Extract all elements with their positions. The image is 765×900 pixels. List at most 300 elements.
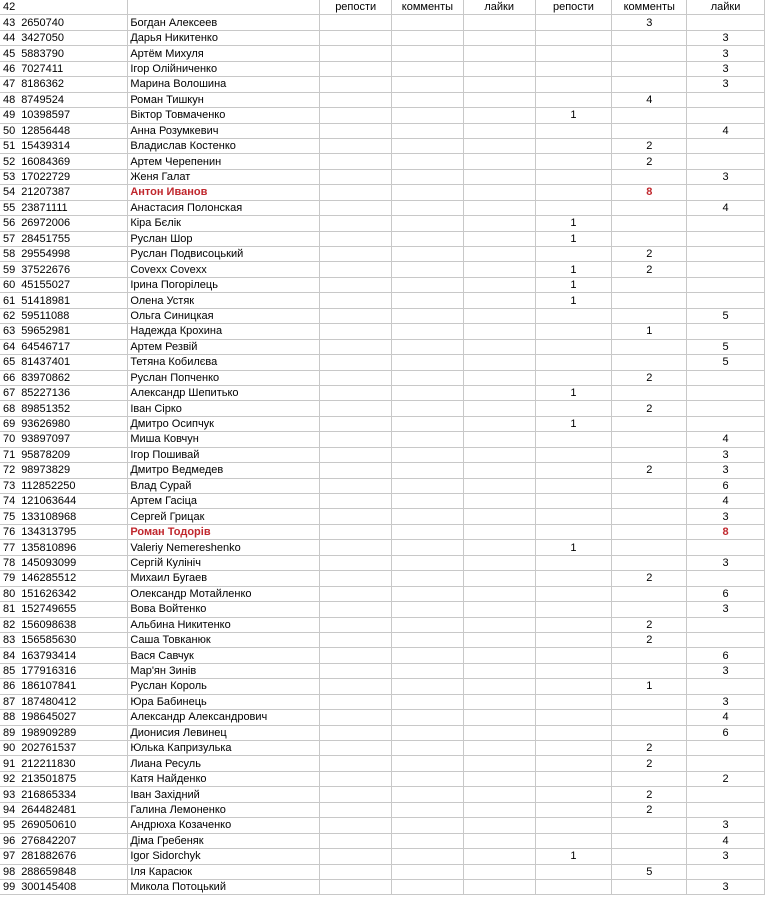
likes-2-cell[interactable] [687, 138, 765, 153]
id-cell[interactable]: 156585630 [19, 632, 128, 647]
comments-2-cell[interactable] [612, 123, 687, 138]
name-cell[interactable]: Igor Sidorchyk [128, 849, 320, 864]
name-cell[interactable]: Руслан Подвисоцький [128, 247, 320, 262]
likes-2-cell[interactable] [687, 741, 765, 756]
name-cell[interactable]: Руслан Попченко [128, 370, 320, 385]
comments-1-cell[interactable] [392, 46, 464, 61]
likes-2-cell[interactable]: 3 [687, 818, 765, 833]
likes-1-cell[interactable] [463, 787, 535, 802]
name-cell[interactable]: Valeriy Nemereshenko [128, 540, 320, 555]
likes-2-cell[interactable]: 2 [687, 771, 765, 786]
likes-1-cell[interactable] [463, 108, 535, 123]
likes-2-cell[interactable] [687, 864, 765, 879]
comments-1-cell[interactable] [392, 447, 464, 462]
comments-2-cell[interactable] [612, 77, 687, 92]
reposts-2-cell[interactable] [535, 401, 612, 416]
reposts-1-cell[interactable] [320, 200, 392, 215]
likes-2-cell[interactable]: 4 [687, 494, 765, 509]
likes-1-cell[interactable] [463, 46, 535, 61]
likes-2-cell[interactable]: 3 [687, 61, 765, 76]
id-cell[interactable]: 64546717 [19, 339, 128, 354]
id-cell[interactable]: 51418981 [19, 293, 128, 308]
name-cell[interactable]: Надежда Крохина [128, 324, 320, 339]
likes-2-cell[interactable] [687, 216, 765, 231]
likes-2-cell[interactable] [687, 277, 765, 292]
id-cell[interactable]: 212211830 [19, 756, 128, 771]
row-number-cell[interactable]: 75 [0, 509, 19, 524]
reposts-2-cell[interactable]: 1 [535, 540, 612, 555]
comments-1-cell[interactable] [392, 355, 464, 370]
reposts-1-cell[interactable] [320, 216, 392, 231]
name-cell[interactable]: Юра Бабинець [128, 694, 320, 709]
comments-1-cell[interactable] [392, 833, 464, 848]
id-cell[interactable]: 3427050 [19, 30, 128, 45]
row-number-cell[interactable]: 56 [0, 216, 19, 231]
likes-1-cell[interactable] [463, 231, 535, 246]
comments-1-cell[interactable] [392, 632, 464, 647]
comments-1-cell[interactable] [392, 123, 464, 138]
header-comments-2[interactable]: комменты [612, 0, 687, 15]
id-cell[interactable]: 135810896 [19, 540, 128, 555]
comments-2-cell[interactable]: 2 [612, 617, 687, 632]
likes-2-cell[interactable] [687, 802, 765, 817]
comments-1-cell[interactable] [392, 602, 464, 617]
id-cell[interactable]: 146285512 [19, 571, 128, 586]
comments-1-cell[interactable] [392, 370, 464, 385]
comments-1-cell[interactable] [392, 108, 464, 123]
likes-1-cell[interactable] [463, 262, 535, 277]
reposts-1-cell[interactable] [320, 802, 392, 817]
row-number-cell[interactable]: 74 [0, 494, 19, 509]
reposts-1-cell[interactable] [320, 833, 392, 848]
reposts-2-cell[interactable] [535, 663, 612, 678]
comments-1-cell[interactable] [392, 540, 464, 555]
comments-1-cell[interactable] [392, 77, 464, 92]
comments-1-cell[interactable] [392, 663, 464, 678]
name-cell[interactable]: Лиана Ресуль [128, 756, 320, 771]
reposts-1-cell[interactable] [320, 463, 392, 478]
comments-1-cell[interactable] [392, 185, 464, 200]
reposts-2-cell[interactable] [535, 324, 612, 339]
name-cell[interactable]: Анна Розумкевич [128, 123, 320, 138]
id-cell[interactable]: 156098638 [19, 617, 128, 632]
likes-1-cell[interactable] [463, 277, 535, 292]
likes-1-cell[interactable] [463, 864, 535, 879]
likes-1-cell[interactable] [463, 92, 535, 107]
id-cell[interactable]: 300145408 [19, 879, 128, 894]
reposts-2-cell[interactable] [535, 432, 612, 447]
reposts-2-cell[interactable] [535, 833, 612, 848]
reposts-1-cell[interactable] [320, 741, 392, 756]
likes-1-cell[interactable] [463, 741, 535, 756]
reposts-2-cell[interactable] [535, 138, 612, 153]
name-cell[interactable]: Іван Західний [128, 787, 320, 802]
row-number-cell[interactable]: 55 [0, 200, 19, 215]
likes-1-cell[interactable] [463, 401, 535, 416]
id-cell[interactable]: 85227136 [19, 385, 128, 400]
reposts-1-cell[interactable] [320, 61, 392, 76]
row-number-cell[interactable]: 76 [0, 524, 19, 539]
comments-2-cell[interactable]: 2 [612, 247, 687, 262]
row-number-cell[interactable]: 90 [0, 741, 19, 756]
row-number-cell[interactable]: 42 [0, 0, 19, 15]
likes-2-cell[interactable]: 6 [687, 648, 765, 663]
likes-1-cell[interactable] [463, 355, 535, 370]
reposts-2-cell[interactable] [535, 679, 612, 694]
id-cell[interactable]: 177916316 [19, 663, 128, 678]
likes-1-cell[interactable] [463, 138, 535, 153]
likes-2-cell[interactable]: 3 [687, 879, 765, 894]
id-cell[interactable]: 59652981 [19, 324, 128, 339]
reposts-2-cell[interactable] [535, 355, 612, 370]
likes-1-cell[interactable] [463, 216, 535, 231]
likes-1-cell[interactable] [463, 679, 535, 694]
id-cell[interactable]: 112852250 [19, 478, 128, 493]
row-number-cell[interactable]: 43 [0, 15, 19, 30]
likes-1-cell[interactable] [463, 77, 535, 92]
id-cell[interactable]: 12856448 [19, 123, 128, 138]
reposts-2-cell[interactable] [535, 46, 612, 61]
reposts-2-cell[interactable] [535, 725, 612, 740]
comments-1-cell[interactable] [392, 571, 464, 586]
id-cell[interactable]: 81437401 [19, 355, 128, 370]
comments-1-cell[interactable] [392, 262, 464, 277]
reposts-2-cell[interactable]: 1 [535, 293, 612, 308]
likes-1-cell[interactable] [463, 802, 535, 817]
likes-1-cell[interactable] [463, 385, 535, 400]
reposts-2-cell[interactable]: 1 [535, 231, 612, 246]
comments-2-cell[interactable] [612, 200, 687, 215]
name-cell[interactable]: Вася Савчук [128, 648, 320, 663]
name-cell[interactable]: Ірина Погорілець [128, 277, 320, 292]
id-cell[interactable]: 59511088 [19, 308, 128, 323]
id-cell[interactable]: 16084369 [19, 154, 128, 169]
row-number-cell[interactable]: 58 [0, 247, 19, 262]
id-cell[interactable]: 186107841 [19, 679, 128, 694]
likes-1-cell[interactable] [463, 710, 535, 725]
likes-1-cell[interactable] [463, 818, 535, 833]
comments-2-cell[interactable] [612, 555, 687, 570]
likes-1-cell[interactable] [463, 154, 535, 169]
likes-1-cell[interactable] [463, 602, 535, 617]
row-number-cell[interactable]: 61 [0, 293, 19, 308]
reposts-1-cell[interactable] [320, 401, 392, 416]
name-cell[interactable]: Артем Черепенин [128, 154, 320, 169]
likes-2-cell[interactable]: 5 [687, 308, 765, 323]
row-number-cell[interactable]: 53 [0, 169, 19, 184]
comments-2-cell[interactable]: 2 [612, 571, 687, 586]
reposts-2-cell[interactable]: 1 [535, 216, 612, 231]
likes-1-cell[interactable] [463, 694, 535, 709]
comments-1-cell[interactable] [392, 694, 464, 709]
likes-1-cell[interactable] [463, 61, 535, 76]
likes-2-cell[interactable]: 3 [687, 447, 765, 462]
row-number-cell[interactable]: 84 [0, 648, 19, 663]
likes-2-cell[interactable]: 3 [687, 77, 765, 92]
reposts-2-cell[interactable] [535, 602, 612, 617]
comments-2-cell[interactable] [612, 355, 687, 370]
likes-2-cell[interactable] [687, 293, 765, 308]
reposts-2-cell[interactable] [535, 247, 612, 262]
reposts-1-cell[interactable] [320, 185, 392, 200]
likes-1-cell[interactable] [463, 308, 535, 323]
name-cell[interactable]: Катя Найденко [128, 771, 320, 786]
reposts-2-cell[interactable]: 1 [535, 385, 612, 400]
comments-1-cell[interactable] [392, 308, 464, 323]
name-cell[interactable]: Олександр Мотайленко [128, 586, 320, 601]
comments-2-cell[interactable]: 2 [612, 741, 687, 756]
comments-2-cell[interactable]: 2 [612, 262, 687, 277]
row-number-cell[interactable]: 50 [0, 123, 19, 138]
id-cell[interactable]: 198909289 [19, 725, 128, 740]
id-cell[interactable]: 7027411 [19, 61, 128, 76]
name-cell[interactable]: Мар'ян Зинів [128, 663, 320, 678]
comments-1-cell[interactable] [392, 154, 464, 169]
likes-2-cell[interactable]: 3 [687, 555, 765, 570]
name-cell[interactable]: Роман Тодорів [128, 524, 320, 539]
likes-2-cell[interactable] [687, 370, 765, 385]
likes-1-cell[interactable] [463, 447, 535, 462]
reposts-1-cell[interactable] [320, 385, 392, 400]
likes-2-cell[interactable] [687, 416, 765, 431]
reposts-2-cell[interactable] [535, 879, 612, 894]
comments-2-cell[interactable] [612, 416, 687, 431]
id-cell[interactable]: 145093099 [19, 555, 128, 570]
reposts-1-cell[interactable] [320, 231, 392, 246]
comments-2-cell[interactable] [612, 277, 687, 292]
reposts-1-cell[interactable] [320, 602, 392, 617]
reposts-1-cell[interactable] [320, 293, 392, 308]
row-number-cell[interactable]: 52 [0, 154, 19, 169]
id-cell[interactable]: 216865334 [19, 787, 128, 802]
comments-1-cell[interactable] [392, 200, 464, 215]
name-cell[interactable]: Іван Сірко [128, 401, 320, 416]
comments-2-cell[interactable] [612, 494, 687, 509]
reposts-2-cell[interactable] [535, 169, 612, 184]
reposts-1-cell[interactable] [320, 849, 392, 864]
header-likes-2[interactable]: лайки [687, 0, 765, 15]
likes-1-cell[interactable] [463, 494, 535, 509]
comments-1-cell[interactable] [392, 771, 464, 786]
reposts-2-cell[interactable]: 1 [535, 262, 612, 277]
comments-2-cell[interactable] [612, 833, 687, 848]
reposts-1-cell[interactable] [320, 710, 392, 725]
comments-2-cell[interactable] [612, 509, 687, 524]
name-cell[interactable]: Дионисия Левинец [128, 725, 320, 740]
row-number-cell[interactable]: 98 [0, 864, 19, 879]
reposts-2-cell[interactable] [535, 756, 612, 771]
id-cell[interactable]: 264482481 [19, 802, 128, 817]
comments-1-cell[interactable] [392, 741, 464, 756]
row-number-cell[interactable]: 51 [0, 138, 19, 153]
reposts-1-cell[interactable] [320, 370, 392, 385]
comments-1-cell[interactable] [392, 61, 464, 76]
reposts-1-cell[interactable] [320, 555, 392, 570]
likes-2-cell[interactable] [687, 787, 765, 802]
name-cell[interactable]: Микола Потоцький [128, 879, 320, 894]
name-cell[interactable]: Ігор Олійниченко [128, 61, 320, 76]
comments-2-cell[interactable] [612, 216, 687, 231]
likes-2-cell[interactable]: 5 [687, 339, 765, 354]
comments-1-cell[interactable] [392, 879, 464, 894]
id-cell[interactable]: 10398597 [19, 108, 128, 123]
comments-2-cell[interactable] [612, 30, 687, 45]
reposts-2-cell[interactable] [535, 30, 612, 45]
row-number-cell[interactable]: 77 [0, 540, 19, 555]
comments-2-cell[interactable] [612, 648, 687, 663]
reposts-2-cell[interactable] [535, 185, 612, 200]
comments-2-cell[interactable] [612, 293, 687, 308]
row-number-cell[interactable]: 72 [0, 463, 19, 478]
row-number-cell[interactable]: 70 [0, 432, 19, 447]
likes-2-cell[interactable]: 3 [687, 602, 765, 617]
comments-1-cell[interactable] [392, 648, 464, 663]
reposts-1-cell[interactable] [320, 308, 392, 323]
id-cell[interactable]: 269050610 [19, 818, 128, 833]
comments-2-cell[interactable] [612, 818, 687, 833]
likes-2-cell[interactable] [687, 185, 765, 200]
reposts-2-cell[interactable] [535, 586, 612, 601]
name-cell[interactable]: Юлька Капризулька [128, 741, 320, 756]
comments-1-cell[interactable] [392, 818, 464, 833]
likes-1-cell[interactable] [463, 632, 535, 647]
id-cell[interactable]: 187480412 [19, 694, 128, 709]
name-cell[interactable]: Вова Войтенко [128, 602, 320, 617]
comments-2-cell[interactable]: 2 [612, 154, 687, 169]
comments-2-cell[interactable]: 1 [612, 324, 687, 339]
reposts-1-cell[interactable] [320, 324, 392, 339]
row-number-cell[interactable]: 44 [0, 30, 19, 45]
row-number-cell[interactable]: 82 [0, 617, 19, 632]
likes-2-cell[interactable] [687, 324, 765, 339]
likes-1-cell[interactable] [463, 416, 535, 431]
likes-2-cell[interactable]: 3 [687, 46, 765, 61]
reposts-1-cell[interactable] [320, 494, 392, 509]
name-cell[interactable]: Ігор Пошивай [128, 447, 320, 462]
row-number-cell[interactable]: 88 [0, 710, 19, 725]
likes-2-cell[interactable]: 3 [687, 663, 765, 678]
name-cell[interactable]: Антон Иванов [128, 185, 320, 200]
likes-1-cell[interactable] [463, 200, 535, 215]
reposts-1-cell[interactable] [320, 92, 392, 107]
row-number-cell[interactable]: 91 [0, 756, 19, 771]
row-number-cell[interactable]: 57 [0, 231, 19, 246]
comments-1-cell[interactable] [392, 802, 464, 817]
comments-2-cell[interactable]: 2 [612, 632, 687, 647]
likes-2-cell[interactable] [687, 154, 765, 169]
reposts-2-cell[interactable] [535, 154, 612, 169]
reposts-2-cell[interactable] [535, 710, 612, 725]
comments-2-cell[interactable] [612, 432, 687, 447]
reposts-2-cell[interactable] [535, 802, 612, 817]
reposts-2-cell[interactable] [535, 370, 612, 385]
row-number-cell[interactable]: 54 [0, 185, 19, 200]
name-cell[interactable]: Артём Михуля [128, 46, 320, 61]
reposts-1-cell[interactable] [320, 15, 392, 30]
likes-2-cell[interactable] [687, 15, 765, 30]
name-cell[interactable]: Женя Галат [128, 169, 320, 184]
reposts-1-cell[interactable] [320, 138, 392, 153]
id-cell[interactable]: 93897097 [19, 432, 128, 447]
reposts-2-cell[interactable] [535, 339, 612, 354]
comments-1-cell[interactable] [392, 324, 464, 339]
reposts-1-cell[interactable] [320, 524, 392, 539]
reposts-2-cell[interactable] [535, 694, 612, 709]
row-number-cell[interactable]: 80 [0, 586, 19, 601]
likes-2-cell[interactable]: 3 [687, 169, 765, 184]
id-cell[interactable]: 98973829 [19, 463, 128, 478]
comments-1-cell[interactable] [392, 756, 464, 771]
comments-1-cell[interactable] [392, 231, 464, 246]
likes-1-cell[interactable] [463, 247, 535, 262]
comments-1-cell[interactable] [392, 478, 464, 493]
row-number-cell[interactable]: 86 [0, 679, 19, 694]
comments-1-cell[interactable] [392, 864, 464, 879]
likes-1-cell[interactable] [463, 663, 535, 678]
row-number-cell[interactable]: 83 [0, 632, 19, 647]
reposts-1-cell[interactable] [320, 632, 392, 647]
row-number-cell[interactable]: 46 [0, 61, 19, 76]
reposts-1-cell[interactable] [320, 355, 392, 370]
likes-1-cell[interactable] [463, 478, 535, 493]
row-number-cell[interactable]: 87 [0, 694, 19, 709]
id-cell[interactable]: 213501875 [19, 771, 128, 786]
reposts-2-cell[interactable] [535, 308, 612, 323]
reposts-1-cell[interactable] [320, 879, 392, 894]
reposts-1-cell[interactable] [320, 277, 392, 292]
id-cell[interactable]: 133108968 [19, 509, 128, 524]
likes-2-cell[interactable]: 8 [687, 524, 765, 539]
comments-1-cell[interactable] [392, 494, 464, 509]
cell[interactable] [19, 0, 128, 15]
likes-2-cell[interactable] [687, 108, 765, 123]
reposts-2-cell[interactable]: 1 [535, 108, 612, 123]
comments-1-cell[interactable] [392, 617, 464, 632]
id-cell[interactable]: 28451755 [19, 231, 128, 246]
id-cell[interactable]: 152749655 [19, 602, 128, 617]
likes-2-cell[interactable] [687, 401, 765, 416]
name-cell[interactable]: Анастасия Полонская [128, 200, 320, 215]
row-number-cell[interactable]: 92 [0, 771, 19, 786]
likes-1-cell[interactable] [463, 123, 535, 138]
name-cell[interactable]: Діма Гребеняк [128, 833, 320, 848]
comments-1-cell[interactable] [392, 524, 464, 539]
row-number-cell[interactable]: 62 [0, 308, 19, 323]
comments-1-cell[interactable] [392, 463, 464, 478]
row-number-cell[interactable]: 81 [0, 602, 19, 617]
name-cell[interactable]: Кіра Бєлік [128, 216, 320, 231]
likes-2-cell[interactable]: 6 [687, 725, 765, 740]
likes-1-cell[interactable] [463, 30, 535, 45]
row-number-cell[interactable]: 96 [0, 833, 19, 848]
id-cell[interactable]: 21207387 [19, 185, 128, 200]
comments-1-cell[interactable] [392, 586, 464, 601]
likes-2-cell[interactable] [687, 385, 765, 400]
reposts-2-cell[interactable]: 1 [535, 277, 612, 292]
reposts-2-cell[interactable] [535, 771, 612, 786]
comments-1-cell[interactable] [392, 416, 464, 431]
id-cell[interactable]: 8749524 [19, 92, 128, 107]
reposts-2-cell[interactable] [535, 524, 612, 539]
id-cell[interactable]: 29554998 [19, 247, 128, 262]
likes-1-cell[interactable] [463, 324, 535, 339]
name-cell[interactable]: Ольга Синицкая [128, 308, 320, 323]
name-cell[interactable]: Александр Александрович [128, 710, 320, 725]
reposts-1-cell[interactable] [320, 154, 392, 169]
comments-1-cell[interactable] [392, 679, 464, 694]
reposts-1-cell[interactable] [320, 169, 392, 184]
name-cell[interactable]: Александр Шепитько [128, 385, 320, 400]
